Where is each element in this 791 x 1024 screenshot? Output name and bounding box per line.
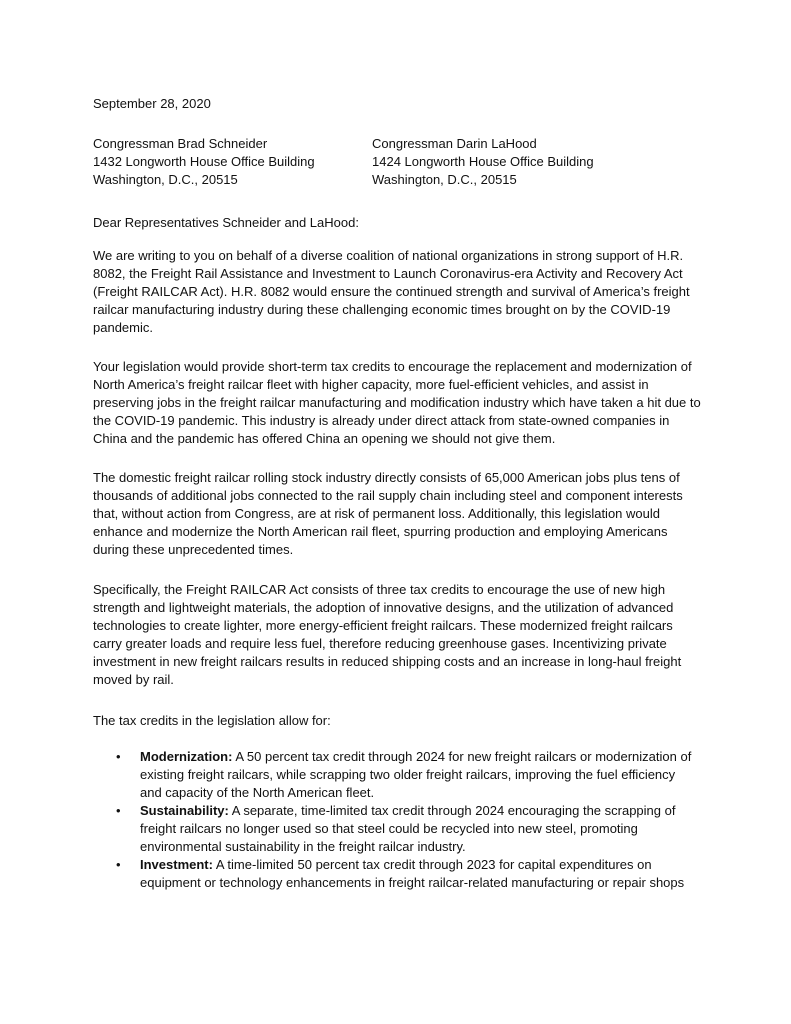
recipient-name: Congressman Brad Schneider [93,136,268,151]
salutation: Dear Representatives Schneider and LaHood: [93,215,359,230]
body-paragraph: Your legislation would provide short-term tax credits to encourage the replacement and modernization of North America’s freight railcar fleet with higher capacity, more fuel-efficient vehicles, and assist in preserving jobs in the freight railcar manufacturing and modification industry which have taken a hit due to the COVID-19 pandemic. This industry is already under direct attack from state-owned companies in China and the pandemic has offered China an opening we should not give them. [93,359,701,446]
recipient-address-1 [93,135,315,189]
bullet-icon: • [116,803,121,818]
bullet-icon: • [116,749,121,764]
body-paragraph: We are writing to you on behalf of a diverse coalition of national organizations in strong support of H.R. 8082, the Freight Rail Assistance and Investment to Launch Coronavirus-era Activity and Recovery Act (Freight RAILCAR Act). H.R. 8082 would ensure the continued strength and survival of America’s freight railcar manufacturing industry during these challenging economic times brought on by the COVID-19 pandemic. [93,248,690,335]
body-paragraph: The domestic freight railcar rolling stock industry directly consists of 65,000 American jobs plus tens of thousands of additional jobs connected to the rail supply chain including steel and component interests that, without action from Congress, are at risk of permanent loss. Additionally, this legislation would enhance and modernize the North American rail fleet, spurring production and employing Americans during these unprecedented times. [93,470,683,557]
recipient-address-2 [372,135,594,189]
credit-description: A time-limited 50 percent tax credit through 2023 for capital expenditures on equipment or technology enhancements in freight railcar-related manufacturing or repair shops [140,857,685,890]
list-item [116,748,696,802]
recipient-name: Congressman Darin LaHood [372,136,537,151]
credit-description: A separate, time-limited tax credit through 2024 encouraging the scrapping of freight railcars no longer used so that steel could be recycled into new steel, promoting environmental sustainability in the freight railcar industry. [140,803,676,854]
credit-term: Sustainability: [140,803,229,818]
recipient-office: 1424 Longworth House Office Building [372,154,594,169]
credit-term: Investment: [140,857,213,872]
bullet-icon: • [116,857,121,872]
credit-term: Modernization: [140,749,233,764]
letter-date: September 28, 2020 [93,96,211,111]
recipient-city: Washington, D.C., 20515 [93,172,238,187]
recipient-office: 1432 Longworth House Office Building [93,154,315,169]
credit-description: A 50 percent tax credit through 2024 for new freight railcars or modernization of existing freight railcars, while scrapping two older freight railcars, improving the fuel efficiency and capacity of the North American fleet. [140,749,692,800]
recipient-city: Washington, D.C., 20515 [372,172,517,187]
list-item [116,856,696,892]
tax-credits-list [116,748,696,892]
body-paragraph: Specifically, the Freight RAILCAR Act consists of three tax credits to encourage the use of new high strength and lightweight materials, the adoption of innovative designs, and the utilization of advanced technologies to create lighter, more energy-efficient freight railcars. These modernized freight railcars carry greater loads and require less fuel, therefore reducing greenhouse gases. Incentivizing private investment in new freight railcars results in reduced shipping costs and an increase in long-haul freight moved by rail. [93,582,682,687]
list-item [116,802,696,856]
credits-intro: The tax credits in the legislation allow for: [93,713,331,728]
